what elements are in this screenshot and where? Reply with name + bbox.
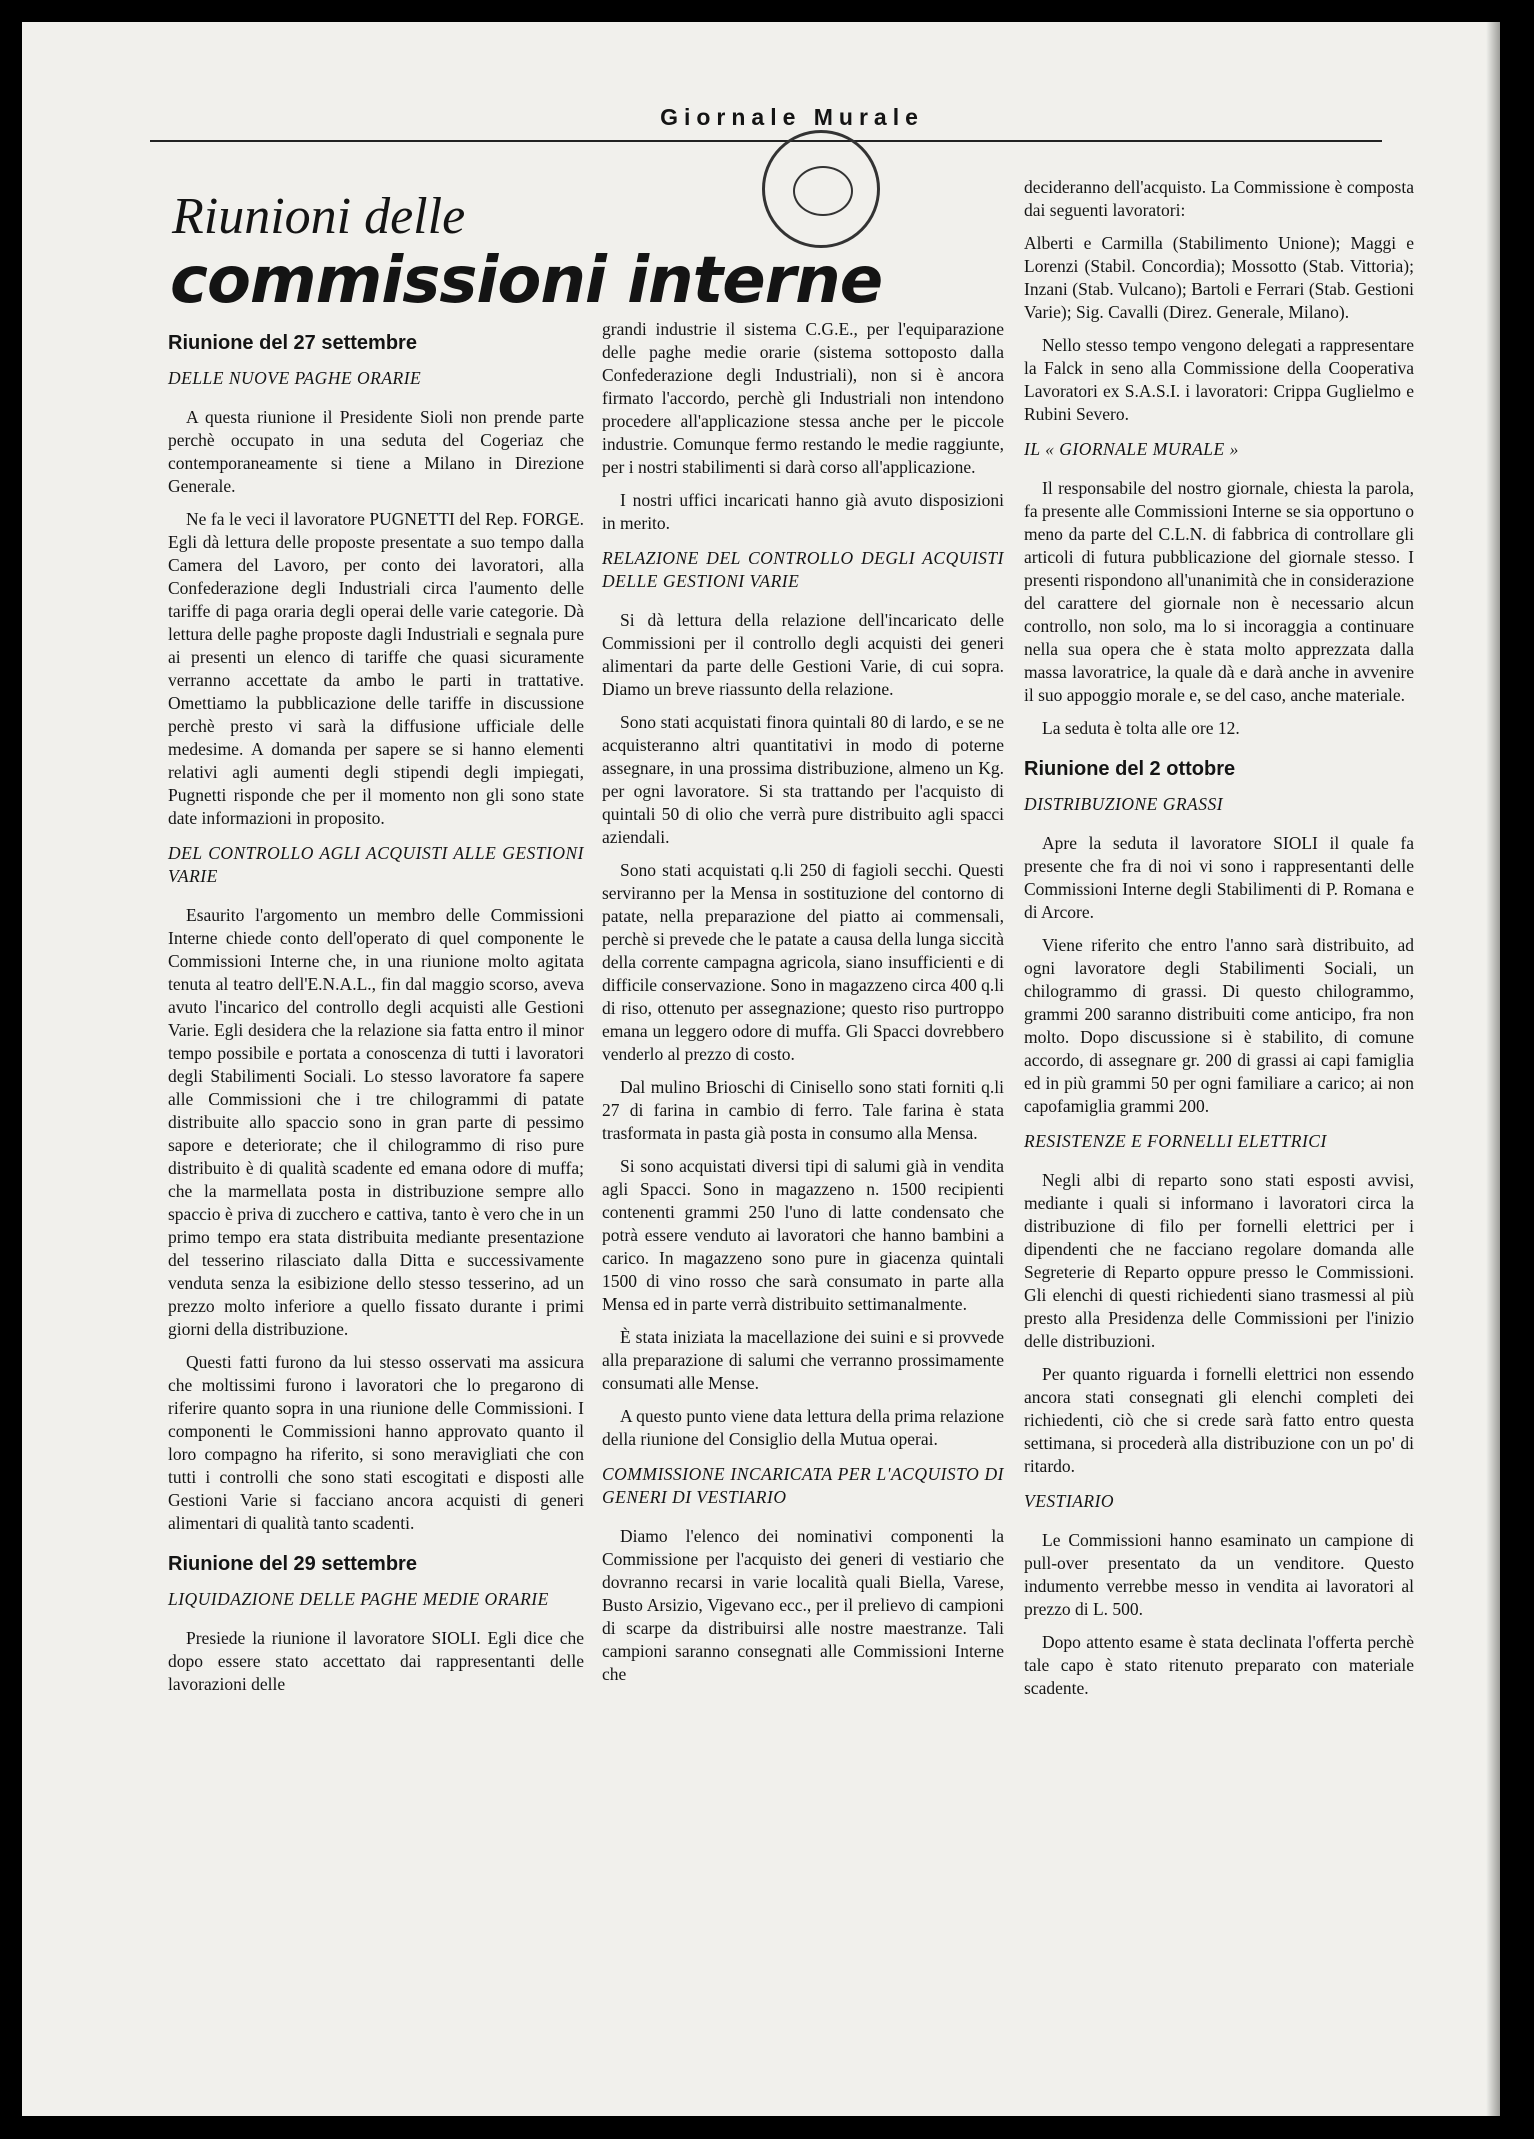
- article-title-line2: commissioni interne: [170, 244, 883, 318]
- subheading: RELAZIONE DEL CONTROLLO DEGLI ACQUISTI DELLE GESTIONI VARIE: [602, 548, 1004, 591]
- masthead-rule: [150, 140, 1382, 142]
- paragraph: Il responsabile del nostro giornale, chiesta la parola, fa presente alle Commissioni Interne se sia opportuno o meno da parte del C.L.N. di fabbrica di controllare gli articoli di futura pubblicazione del giornale stesso. I presenti rispondono all'unanimità che in considerazione del carattere del giornale non è necessario alcun controllo, non solo, ma lo si incoraggia a continuare nella sua opera che è stata molto apprezzata dalla massa lavoratrice, la quale dà e darà anche in avvenire il suo appoggio morale e, se del caso, anche materiale.: [1024, 478, 1414, 705]
- subheading: IL « GIORNALE MURALE »: [1024, 439, 1239, 459]
- paragraph: Presiede la riunione il lavoratore SIOLI. Egli dice che dopo essere stato accettato dai rappresentanti delle lavorazioni delle: [168, 1628, 584, 1694]
- subheading: DELLE NUOVE PAGHE ORARIE: [168, 368, 422, 388]
- subheading: COMMISSIONE INCARICATA PER L'ACQUISTO DI GENERI DI VESTIARIO: [602, 1464, 1004, 1507]
- paragraph: Questi fatti furono da lui stesso osservati ma assicura che moltissimi furono i lavoratori che lo pregarono di riferire quanto sopra in una riunione delle Commissioni. I componenti le Commissioni hanno approvato quanto il loro compagno ha riferito, si sono meravigliati che con tutti i controlli che sono stati escogitati e disposti alle Gestioni Varie si facciano ancora acquisti di generi alimentari di qualità tanto scadenti.: [168, 1352, 584, 1533]
- section-heading: Riunione del 29 settembre: [168, 1553, 417, 1575]
- paragraph: Le Commissioni hanno esaminato un campione di pull-over presentato da un venditore. Questo indumento verrebbe messo in vendita ai lavoratori al prezzo di L. 500.: [1024, 1530, 1414, 1619]
- paragraph: Viene riferito che entro l'anno sarà distribuito, ad ogni lavoratore degli Stabilimenti Sociali, un chilogrammo di grassi. Di questo chilogrammo, grammi 200 saranno distribuiti come anticipo, fra non molto. Dopo discussione si è stabilito, di comune accordo, di assegnare gr. 200 di grassi ai capi famiglia ed in più grammi 50 per ogni familiare a carico; ai non capofamiglia grammi 200.: [1024, 935, 1414, 1116]
- article-title-line1: Riunioni delle: [172, 188, 466, 245]
- paragraph: Sono stati acquistati finora quintali 80 di lardo, e se ne acquisteranno altri quantitativi in modo di poterne assegnare, in una prossima distribuzione, almeno un Kg. per ogni lavoratore. Si sta trattando per l'acquisto di quintali 50 di olio che verrà pure distribuito agli spacci aziendali.: [602, 712, 1004, 847]
- paragraph: A questa riunione il Presidente Sioli non prende parte perchè occupato in una seduta del Cogeriaz che contemporaneamente si tiene a Milano in Direzione Generale.: [168, 407, 584, 496]
- paragraph: Per quanto riguarda i fornelli elettrici non essendo ancora stati consegnati gli elenchi completi dei richiedenti, ciò che si crede sarà fatto entro questa settimana, si procederà alla distribuzione con un po' di ritardo.: [1024, 1364, 1414, 1476]
- member-list: Alberti e Carmilla (Stabilimento Unione); Maggi e Lorenzi (Stabil. Concordia); Mossotto (Stab. Vittoria); Inzani (Stab. Vulcano); Bartoli e Ferrari (Stab. Gestioni Varie); Sig. Cavalli (Direz. Generale, Milano).: [1024, 233, 1414, 322]
- paragraph: I nostri uffici incaricati hanno già avuto disposizioni in merito.: [602, 490, 1004, 533]
- paragraph: A questo punto viene data lettura della prima relazione della riunione del Consiglio della Mutua operai.: [602, 1406, 1004, 1449]
- subheading: LIQUIDAZIONE DELLE PAGHE MEDIE ORARIE: [168, 1589, 549, 1609]
- subheading: RESISTENZE E FORNELLI ELETTRICI: [1024, 1131, 1327, 1151]
- paragraph: La seduta è tolta alle ore 12.: [1042, 718, 1240, 738]
- masthead: Giornale Murale: [660, 104, 924, 130]
- column-3: [1024, 176, 1414, 1710]
- paragraph: Diamo l'elenco dei nominativi componenti la Commissione per l'acquisto dei generi di vestiario che dovranno recarsi in varie località quali Biella, Varese, Busto Arsizio, Vigevano ecc., per il prelievo di campioni di scarpe da distribuirsi alle nostre maestranze. Tali campioni saranno consegnati alle Commissioni Interne che: [602, 1526, 1004, 1684]
- paragraph: grandi industrie il sistema C.G.E., per l'equiparazione delle paghe medie orarie (sistema sottoposto dalla Confederazione degli Industriali), non si è ancora firmato l'accordo, perchè gli Industriali non intendono procedere all'applicazione stessa anche per le piccole industrie. Comunque fermo restando le medie raggiunte, per i nostri stabilimenti si darà corso all'applicazione.: [602, 319, 1004, 477]
- section-heading: Riunione del 2 ottobre: [1024, 758, 1236, 780]
- paragraph: Apre la seduta il lavoratore SIOLI il quale fa presente che fra di noi vi sono i rappresentanti delle Commissioni Interne degli Stabilimenti di P. Romana e di Arcore.: [1024, 833, 1414, 922]
- paragraph: Dopo attento esame è stata declinata l'offerta perchè tale capo è stato ritenuto preparato con materiale scadente.: [1024, 1632, 1414, 1698]
- paragraph: Negli albi di reparto sono stati esposti avvisi, mediante i quali si informano i lavoratori circa la distribuzione di filo per fornelli elettrici per i dipendenti che ne facciano regolare domanda alle Segreterie di Reparto oppure presso le Commissioni. Gli elenchi di questi richiedenti siano trasmessi al più presto alla Presidenza delle Commissioni per l'inizio delle distribuzioni.: [1024, 1170, 1414, 1351]
- paragraph: Sono stati acquistati q.li 250 di fagioli secchi. Questi serviranno per la Mensa in sostituzione del contorno di patate, nella preparazione del piatto ai commensali, perchè si prevede che le patate a causa della lunga siccità della corrente campagna agricola, siano insufficienti e di difficile conservazione. Sono in magazzeno circa 400 q.li di riso, ottenuto per assegnazione; questo riso purtroppo emana un leggero odore di muffa. Gli Spacci dovrebbero venderlo al prezzo di costo.: [602, 860, 1004, 1064]
- subheading: DISTRIBUZIONE GRASSI: [1024, 794, 1224, 814]
- paragraph: decideranno dell'acquisto. La Commissione è composta dai seguenti lavoratori:: [1024, 177, 1414, 220]
- paragraph: Si dà lettura della relazione dell'incaricato delle Commissioni per il controllo degli acquisti dei generi alimentari da parte delle Gestioni Varie, di cui sopra. Diamo un breve riassunto della relazione.: [602, 610, 1004, 699]
- subheading: DEL CONTROLLO AGLI ACQUISTI ALLE GESTIONI VARIE: [168, 843, 584, 886]
- paragraph: Si sono acquistati diversi tipi di salumi già in vendita agli Spacci. Sono in magazzeno n. 1500 recipienti contenenti grammi 250 l'uno di latte condensato che potrà essere venduto ai lavoratori che hanno bambini a carico. In magazzeno sono pure in giacenza quintali 1500 di vino rosso che sarà consumato in parte alla Mensa ed in parte verrà distribuito settimanalmente.: [602, 1156, 1004, 1314]
- paragraph: Dal mulino Brioschi di Cinisello sono stati forniti q.li 27 di farina in cambio di ferro. Tale farina è stata trasformata in pasta già posta in consumo alla Mensa.: [602, 1077, 1004, 1143]
- archive-stamp: [762, 130, 880, 248]
- section-heading: Riunione del 27 settembre: [168, 332, 417, 354]
- column-2: [602, 318, 1004, 1696]
- paragraph: Nello stesso tempo vengono delegati a rappresentare la Falck in seno alla Commissione della Cooperativa Lavoratori ex S.A.S.I. i lavoratori: Crippa Guglielmo e Rubini Severo.: [1024, 335, 1414, 424]
- column-1: [168, 332, 584, 1706]
- subheading: VESTIARIO: [1024, 1491, 1115, 1511]
- paragraph: Ne fa le veci il lavoratore PUGNETTI del Rep. FORGE. Egli dà lettura delle proposte presentate a suo tempo dalla Camera del Lavoro, per conto dei lavoratori, alla Confederazione degli Industriali circa l'aumento delle tariffe di paga oraria degli operai delle varie categorie. Dà lettura delle paghe proposte dagli Industriali e segnala pure ai presenti un elenco di tariffe che quasi sicuramente verranno accettate da ambo le parti in trattative. Omettiamo la pubblicazione delle tariffe in discussione perchè presto vi sarà la diffusione ufficiale delle medesime. A domanda per sapere se si hanno elementi relativi agli aumenti degli stipendi degli impiegati, Pugnetti risponde che per il momento non gli sono state date informazioni in proposito.: [168, 509, 584, 828]
- newspaper-page: [22, 22, 1500, 2116]
- stamp-inner-ring: [793, 166, 853, 216]
- paragraph: È stata iniziata la macellazione dei suini e si provvede alla preparazione di salumi che verranno prossimamente consumati alle Mense.: [602, 1327, 1004, 1393]
- paragraph: Esaurito l'argomento un membro delle Commissioni Interne chiede conto dell'operato di quel componente le Commissioni Interne che, in una riunione molto agitata tenuta al teatro dell'E.N.A.L., fin dal maggio scorso, aveva avuto l'incarico del controllo degli acquisti alle Gestioni Varie. Egli desidera che la relazione sia fatta entro il minor tempo possibile e portata a conoscenza di tutti i lavoratori degli Stabilimenti Sociali. Lo stesso lavoratore fa sapere alle Commissioni che i tre chilogrammi di patate distribuite allo spaccio sono in gran parte di pessimo sapore e deteriorate; che il chilogrammo di riso pure distribuito è di qualità scadente ed emana odore di muffa; che la marmellata posta in distribuzione sempre allo spaccio è priva di zucchero e cattiva, tanto è vero che in un primo tempo era stata distribuita mediante presentazione del tesserino rilasciato dalla Ditta e successivamente venduta senza la esibizione dello stesso tesserino, ad un prezzo molto inferiore a quello fissato durante i primi giorni della distribuzione.: [168, 905, 584, 1339]
